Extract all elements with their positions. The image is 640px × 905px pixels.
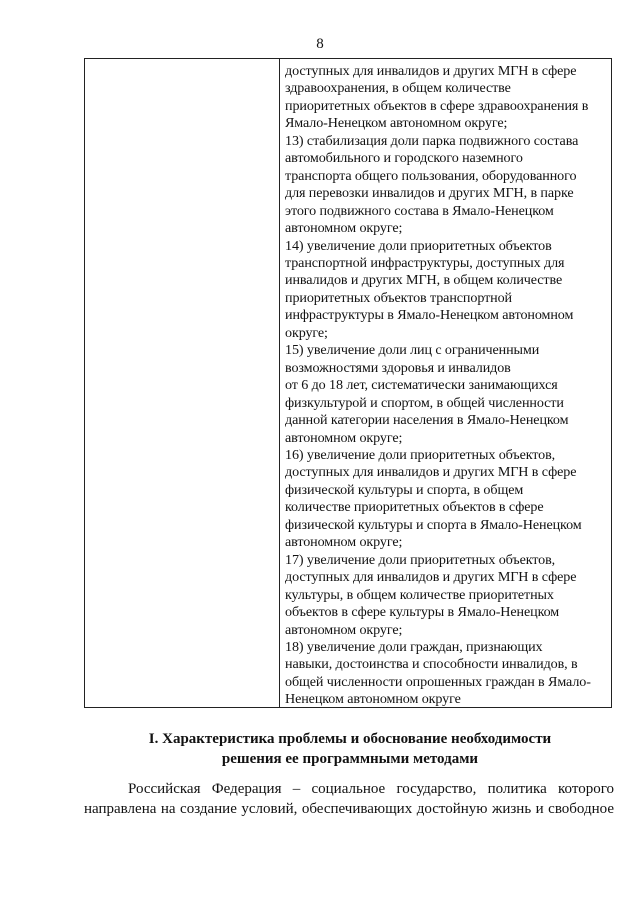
- table-cell-line: навыки, достоинства и способности инвалидов, в: [285, 656, 578, 673]
- table-cell-line: общей численности опрошенных граждан в Ямало-: [285, 673, 591, 690]
- table-cell-line: 13) стабилизация доли парка подвижного состава: [285, 132, 579, 149]
- table-column-divider: [279, 59, 280, 707]
- paragraph-line: направлена на создание условий, обеспечивающих достойную жизнь и свободное: [84, 801, 614, 817]
- section-heading-line: решения ее программными методами: [221, 751, 479, 767]
- table-cell-line: физической культуры и спорта, в общем: [285, 481, 524, 498]
- table-cell-line: транспорта общего пользования, оборудованного: [285, 167, 577, 184]
- table-cell-line: приоритетных объектов в сфере здравоохранения в: [285, 97, 589, 114]
- table-cell-line: округе;: [285, 324, 328, 341]
- table-cell-line: доступных для инвалидов и других МГН в сфере: [285, 63, 577, 79]
- table-cell-line: данной категории населения в Ямало-Ненецком: [285, 412, 569, 429]
- table-cell-line: 16) увеличение доли приоритетных объектов,: [285, 446, 556, 463]
- table-cell-line: для перевозки инвалидов и других МГН, в парке: [285, 185, 574, 202]
- table-cell-line: 14) увеличение доли приоритетных объектов: [285, 237, 552, 254]
- table-cell-line: физической культуры и спорта в Ямало-Ненецком: [285, 516, 582, 533]
- table-cell-line: 17) увеличение доли приоритетных объектов,: [285, 551, 556, 568]
- goals-table: [84, 58, 612, 708]
- table-cell-line: транспортной инфраструктуры, доступных для: [285, 254, 565, 271]
- table-cell-line: 15) увеличение доли лиц с ограниченными: [285, 342, 540, 359]
- table-cell-line: культуры, в общем количестве приоритетных: [285, 586, 554, 603]
- table-cell-line: автономном округе;: [285, 220, 403, 237]
- table-cell-line: автомобильного и городского наземного: [285, 150, 523, 167]
- table-cell-line: приоритетных объектов транспортной: [285, 289, 512, 306]
- table-cell-line: инвалидов и других МГН, в общем количестве: [285, 272, 563, 289]
- table-cell-line: Ямало-Ненецком автономном округе;: [285, 115, 508, 132]
- table-cell-line: автономном округе;: [285, 534, 403, 551]
- paragraph-line: Российская Федерация – социальное государство, политика которого: [128, 781, 614, 797]
- table-cell-line: возможностями здоровья и инвалидов: [285, 359, 511, 376]
- table-cell-line: количестве приоритетных объектов в сфере: [285, 499, 544, 516]
- table-cell-line: доступных для инвалидов и других МГН в сфере: [285, 464, 577, 481]
- table-cell-line: доступных для инвалидов и других МГН в сфере: [285, 569, 577, 586]
- table-cell-goals: [285, 63, 607, 709]
- table-cell-line: инфраструктуры в Ямало-Ненецком автономном: [285, 307, 574, 324]
- table-cell-line: автономном округе;: [285, 429, 403, 446]
- page-number: 8: [316, 36, 324, 52]
- table-cell-line: Ненецком автономном округе: [285, 691, 461, 708]
- table-cell-line: 18) увеличение доли граждан, признающих: [285, 638, 543, 655]
- table-cell-line: физкультурой и спортом, в общей численности: [285, 394, 564, 411]
- table-cell-line: автономном округе;: [285, 621, 403, 638]
- table-cell-line: от 6 до 18 лет, систематически занимающихся: [285, 377, 558, 394]
- body-paragraph: [84, 779, 614, 819]
- table-cell-line: объектов в сфере культуры в Ямало-Ненецком: [285, 604, 560, 621]
- section-heading: [60, 729, 640, 769]
- table-cell-line: этого подвижного состава в Ямало-Ненецком: [285, 202, 554, 219]
- table-cell-line: здравоохранения, в общем количестве: [285, 80, 511, 97]
- section-heading-line: I. Характеристика проблемы и обоснование необходимости: [148, 731, 552, 747]
